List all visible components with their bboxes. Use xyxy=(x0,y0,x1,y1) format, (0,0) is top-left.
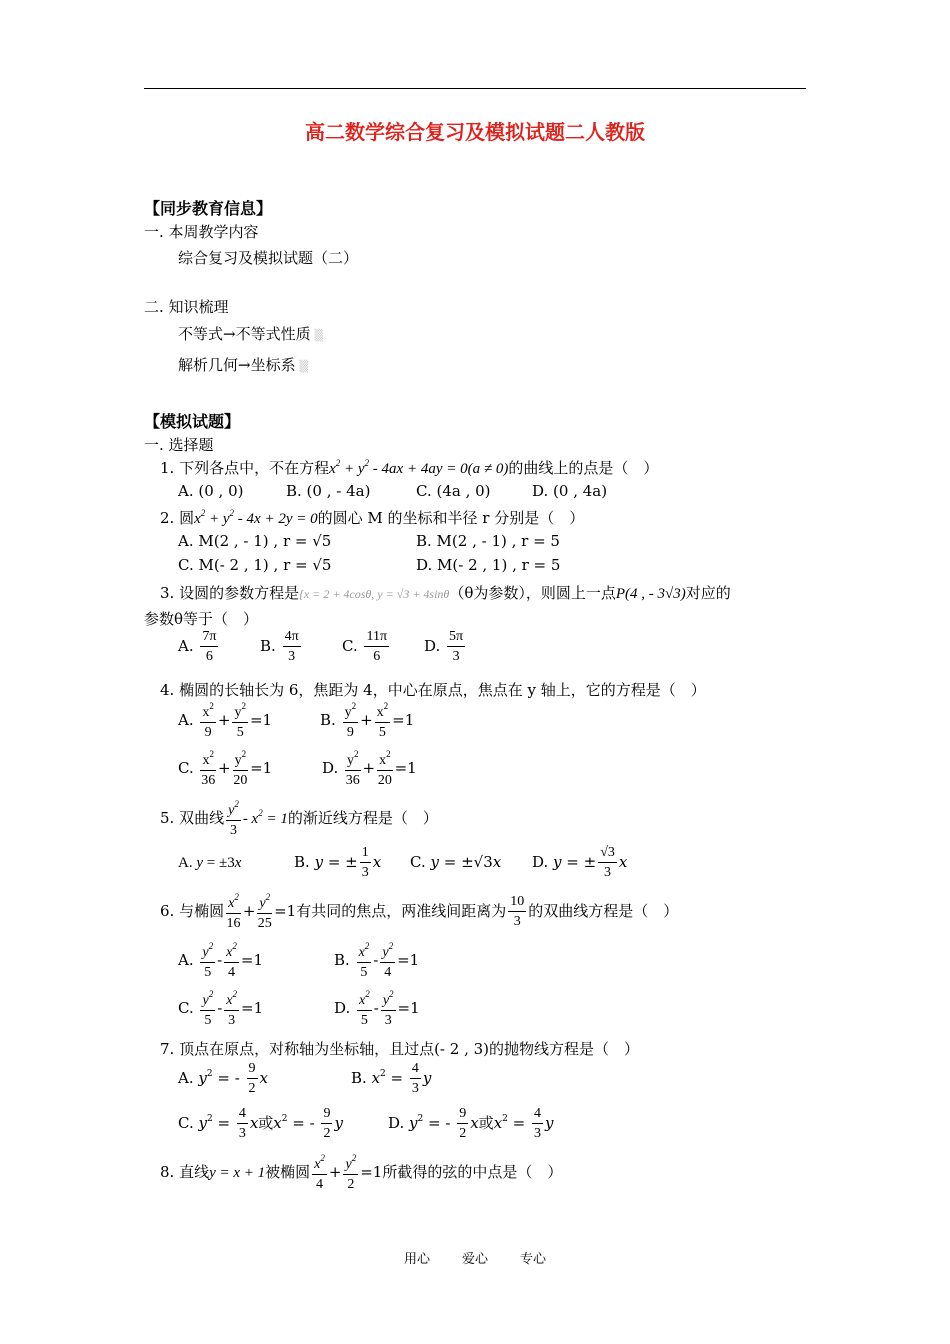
q3-options xyxy=(178,630,467,664)
q7-option-d[interactable]: D. $y^2$ = - $\frac{9}{2}$ x或$x^2$ = $\frac{4}{3}$ y xyxy=(388,1106,554,1141)
section-mock: 【模拟试题】 xyxy=(144,412,241,431)
q4-option-c[interactable]: C. $\frac{x^2}{36}$ + $\frac{y^2}{20}$ =1 xyxy=(178,749,273,788)
question-2 xyxy=(160,507,584,528)
question-4: 4. 椭圆的长轴长为 6，焦距为 4，中心在原点，焦点在 y 轴上，它的方程是（ ） xyxy=(160,681,706,699)
content-label: 一. 本周教学内容 xyxy=(144,223,259,241)
faded-figure: ▒ xyxy=(314,329,324,342)
q1-stem: 1. 下列各点中，不在方程 xyxy=(160,459,330,477)
knowledge-item xyxy=(178,323,323,344)
q2-option-b[interactable]: B. M(2 , - 1) , r = 5 xyxy=(416,532,560,550)
question-1 xyxy=(160,457,658,478)
q2-options-row2 xyxy=(178,556,560,574)
footer-text: 专心 xyxy=(520,1252,547,1267)
q7-or: 或 xyxy=(478,1114,494,1132)
q1-equation: $x^2 + y^2 - 4ax + 4ay = 0(a \ne 0)$ xyxy=(329,458,509,477)
content-item: 综合复习及模拟试题（二） xyxy=(178,249,359,267)
knowledge-item-text: 不等式→不等式性质 xyxy=(178,325,311,343)
q1-options xyxy=(178,482,607,500)
section-sync-info: 【同步教育信息】 xyxy=(144,199,273,218)
footer-text: 爱心 xyxy=(461,1252,488,1267)
q7-options-row1 xyxy=(178,1062,431,1096)
faded-figure: ▒ xyxy=(299,360,309,373)
q3-option-d[interactable]: D. $\frac{5\pi}{3}$ xyxy=(424,629,464,664)
q6-option-d[interactable]: D. $\frac{x^2}{5}$ - $\frac{y^2}{3}$ =1 xyxy=(334,989,420,1028)
q3-param-equation: {x = 2 + 4cosθ, y = √3 + 4sinθ xyxy=(299,587,450,601)
q2-option-d[interactable]: D. M(- 2 , 1) , r = 5 xyxy=(416,556,561,574)
q1-option-a[interactable]: A. (0 , 0) xyxy=(178,482,244,500)
q7-option-a[interactable]: A. $y^2$ = - $\frac{9}{2}$ x xyxy=(178,1061,269,1096)
question-8: 8. 直线y = x + 1被椭圆 $\frac{x^2}{4}$ + $\frac{y^2}{2}$ =1所截得的弦的中点是（ ） xyxy=(160,1153,563,1192)
q5-option-a[interactable]: A. y = ±3x xyxy=(178,855,242,871)
q7-options-row2 xyxy=(178,1107,553,1141)
q5-option-d[interactable]: D. y = ± $\frac{√3}{3}$ x xyxy=(532,845,628,880)
q6-stem-mid: 有共同的焦点，两准线间距离为 xyxy=(296,902,507,920)
q1-option-c[interactable]: C. (4a , 0) xyxy=(416,482,491,500)
page-footer xyxy=(0,1248,950,1267)
q2-options-row1 xyxy=(178,532,560,550)
q7-option-b[interactable]: B. $x^2$ = $\frac{4}{3}$ y xyxy=(351,1061,432,1096)
page-title: 高二数学综合复习及模拟试题二人教版 xyxy=(305,120,645,144)
q4-options-row1 xyxy=(178,702,414,740)
q2-stem: 2. 圆 xyxy=(160,509,195,527)
q5-options xyxy=(178,846,627,880)
top-rule xyxy=(144,88,806,89)
q1-option-d[interactable]: D. (0 , 4a) xyxy=(532,482,608,500)
q5-stem: 5. 双曲线 xyxy=(160,809,225,827)
knowledge-item xyxy=(178,354,308,375)
q2-option-c[interactable]: C. M(- 2 , 1) , r = √5 xyxy=(178,556,332,574)
q3-option-a[interactable]: A. $\frac{7\pi}{6}$ xyxy=(178,629,217,664)
question-3 xyxy=(160,582,731,603)
q2-stem-end: 的圆心 M 的坐标和半径 r 分别是（ ） xyxy=(317,509,585,527)
question-6: 6. 与椭圆 $\frac{x^2}{16}$ + $\frac{y^2}{25}$ =1有共同的焦点，两准线间距离为 $\frac{10}{3}$ 的双曲线方程是（ ） xyxy=(160,892,679,931)
q1-stem-end: 的曲线上的点是（ ） xyxy=(508,459,659,477)
q3-stem: 3. 设圆的参数方程是 xyxy=(160,584,300,602)
q3-option-c[interactable]: C. $\frac{11\pi}{6}$ xyxy=(342,629,388,664)
q1-option-b[interactable]: B. (0 , - 4a) xyxy=(286,482,371,500)
q6-stem: 6. 与椭圆 xyxy=(160,902,225,920)
q6-option-b[interactable]: B. $\frac{x^2}{5}$ - $\frac{y^2}{4}$ =1 xyxy=(334,941,420,980)
q5-option-c[interactable]: C. y = ±√3x xyxy=(410,853,502,871)
q3-point: P(4 , - 3√3) xyxy=(615,586,686,602)
q7-option-c[interactable]: C. $y^2$ = $\frac{4}{3}$ x或$x^2$ = - $\frac{9}{2}$ y xyxy=(178,1106,343,1141)
q8-stem-end: 所截得的弦的中点是（ ） xyxy=(382,1163,563,1181)
q3-stem-mid: （θ为参数），则圆上一点 xyxy=(449,584,616,602)
knowledge-item-text: 解析几何→坐标系 xyxy=(178,356,296,374)
q7-or: 或 xyxy=(258,1114,274,1132)
footer-text: 用心 xyxy=(403,1252,430,1267)
q5-stem-end: 的渐近线方程是（ ） xyxy=(287,809,438,827)
q6-options-row2 xyxy=(178,990,420,1028)
q6-stem-end: 的双曲线方程是（ ） xyxy=(528,902,679,920)
q6-option-c[interactable]: C. $\frac{y^2}{5}$ - $\frac{x^2}{3}$ =1 xyxy=(178,989,264,1028)
q4-option-a[interactable]: A. $\frac{x^2}{9}$ + $\frac{y^2}{5}$ =1 xyxy=(178,701,273,740)
q3-line2: 参数θ等于（ ） xyxy=(144,610,259,628)
q3-option-b[interactable]: B. $\frac{4\pi}{3}$ xyxy=(260,629,299,664)
q2-equation: $x^2 + y^2 - 4x + 2y = 0$ xyxy=(194,508,318,527)
q2-option-a[interactable]: A. M(2 , - 1) , r = √5 xyxy=(178,532,332,550)
q5-option-b[interactable]: B. y = ± $\frac{1}{3}$ x xyxy=(294,845,382,880)
q4-option-d[interactable]: D. $\frac{y^2}{36}$ + $\frac{x^2}{20}$ =1 xyxy=(322,749,417,788)
q3-stem-end: 对应的 xyxy=(685,584,731,602)
choice-label: 一. 选择题 xyxy=(144,436,214,454)
q6-options-row1 xyxy=(178,942,419,980)
knowledge-label: 二. 知识梳理 xyxy=(144,298,229,316)
q4-options-row2 xyxy=(178,750,417,788)
q8-stem: 8. 直线 xyxy=(160,1163,210,1181)
q8-stem-mid: 被椭圆 xyxy=(265,1163,311,1181)
question-7: 7. 顶点在原点，对称轴为坐标轴，且过点(- 2 , 3)的抛物线方程是（ ） xyxy=(160,1040,640,1058)
q6-option-a[interactable]: A. $\frac{y^2}{5}$ - $\frac{x^2}{4}$ =1 xyxy=(178,941,264,980)
q4-option-b[interactable]: B. $\frac{y^2}{9}$ + $\frac{x^2}{5}$ =1 xyxy=(320,701,415,740)
question-5: 5. 双曲线 $\frac{y^2}{3}$ - $x^2 = 1$的渐近线方程是（ ） xyxy=(160,799,438,838)
